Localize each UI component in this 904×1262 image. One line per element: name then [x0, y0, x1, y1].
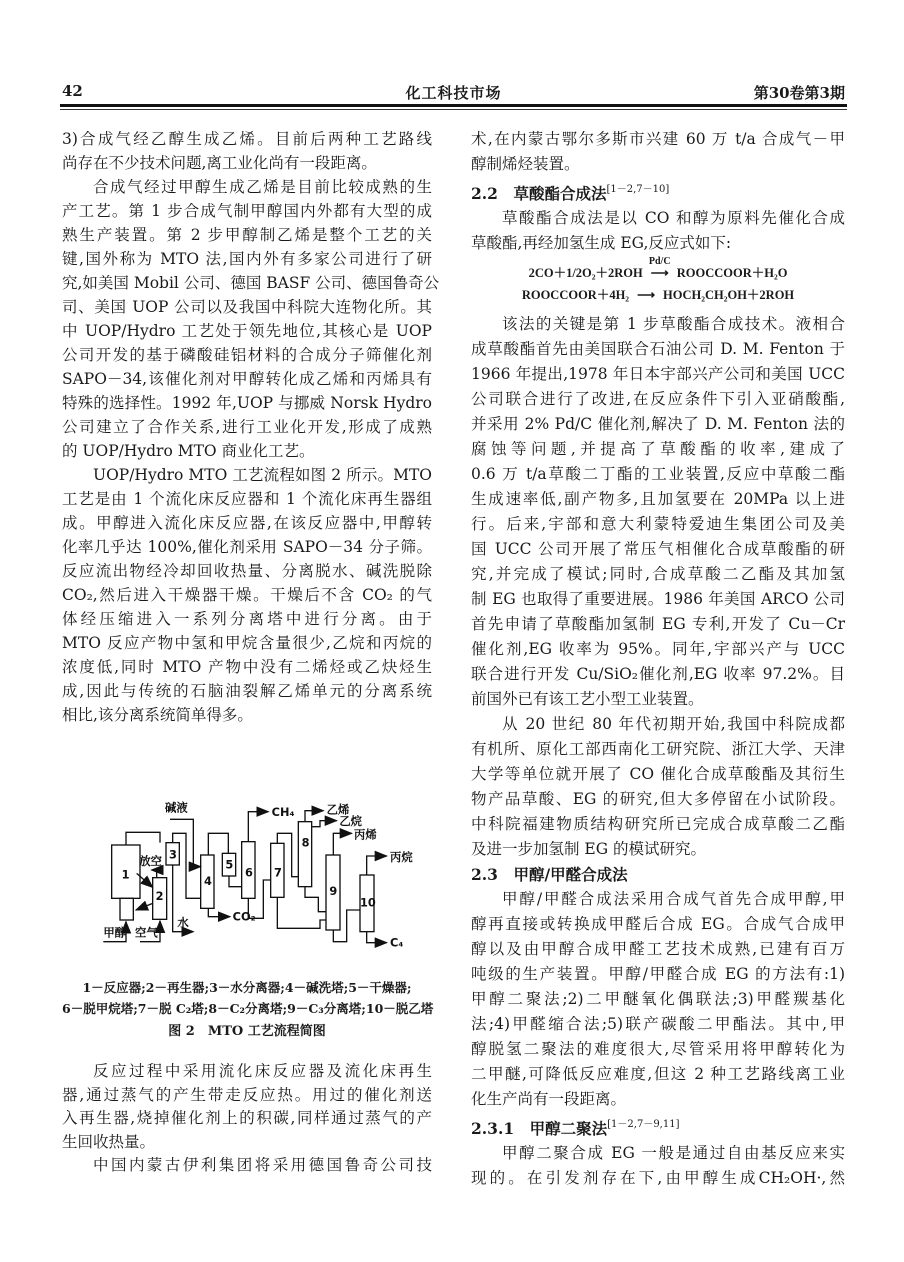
text-line: 公司建立了合作关系,进行工业化开发,形成了成熟: [62, 418, 432, 436]
text-line: 的 UOP/Hydro MTO 商业化工艺。: [62, 442, 315, 460]
header-rule-thin: [60, 109, 847, 110]
figure-legend-line: 1－反应器;2－再生器;3－水分离器;4－碱洗塔;5－干燥器;: [82, 980, 412, 995]
stream-label: 水: [177, 915, 189, 930]
catalyst-label: Pd/C: [648, 256, 671, 267]
text-line: 成草酸酯首先由美国联合石油公司 D. M. Fenton 于: [471, 340, 845, 358]
text-line: 成。甲醇进入流化床反应器,在该反应器中,甲醇转: [62, 514, 432, 532]
text-line: 吨级的生产装置。甲醇/甲醛合成 EG 的方法有:1): [471, 965, 845, 983]
text-line: 法;4)甲醛缩合法;5)联产碳酸二甲酯法。其中,甲: [471, 1015, 845, 1033]
text-line: 术,在内蒙古鄂尔多斯市兴建 60 万 t/a 合成气－甲: [471, 130, 845, 148]
paragraph: [471, 127, 845, 177]
section-heading: [471, 1112, 845, 1141]
stream-label: 乙烯: [326, 802, 350, 817]
stream-label: 丙烷: [390, 850, 413, 864]
text-line: 生成速率低,副产物多,且加氢要在 20MPa 以上进: [471, 490, 845, 508]
text-line: 醇脱氢二聚法的难度很大,尽管采用将甲醇转化为: [471, 1040, 845, 1058]
citation-reference: [1－2,7－9,11]: [607, 1119, 680, 1130]
text-line: 并采用 2% Pd/C 催化剂,解决了 D. M. Fenton 法的: [471, 415, 845, 433]
paragraph: [471, 206, 845, 256]
text-line: 制 EG 也取得了重要进展。1986 年美国 ARCO 公司: [471, 590, 845, 608]
text-line: 有机所、原化工部西南化工研究院、浙江大学、天津: [471, 740, 845, 758]
text-line: 产工艺。第 1 步合成气制甲醇国内外都有大型的成: [62, 202, 432, 220]
left-column: [62, 127, 440, 727]
issue-label: 第30卷第3期: [753, 84, 845, 102]
paragraph: [471, 712, 845, 862]
text-line: 及进一步加氢制 EG 的模试研究。: [471, 840, 707, 858]
text-line: 3)合成气经乙醇生成乙烯。目前后两种工艺路线: [62, 130, 432, 148]
unit-label: 7: [274, 865, 282, 880]
text-line: 键,国外称为 MTO 法,国内外有多家公司进行了研: [62, 250, 432, 268]
text-line: 0.6 万 t/a草酸二丁酯的工业装置,反应中草酸二酯: [471, 465, 845, 483]
chemical-equation: [471, 284, 845, 306]
stream-label: 空气: [135, 925, 158, 940]
text-line: 甲醇/甲醛合成法采用合成气首先合成甲醇,甲: [502, 890, 845, 908]
text-line: 现的。在引发剂存在下,由甲醇生成CH₂OH·,然: [471, 1169, 845, 1187]
text-line: MTO 反应产物中氢和甲烷含量很少,乙烷和丙烷的: [62, 634, 432, 652]
stream-label: 放空: [139, 854, 163, 868]
text-line: 中 UOP/Hydro 工艺处于领先地位,其核心是 UOP: [62, 322, 432, 340]
journal-title: 化工科技市场: [405, 84, 502, 102]
text-line: 醇制烯烃装置。: [471, 155, 580, 173]
text-line: 熟生产装置。第 2 步甲醇制乙烯是整个工艺的关: [62, 226, 432, 244]
unit-label: 5: [225, 857, 234, 872]
unit-label: 10: [360, 895, 376, 910]
paragraph: [62, 127, 432, 175]
text-line: 究,并完成了模试;同时,合成草酸二乙酯及其加氢: [471, 565, 845, 583]
text-line: 甲醇二聚法;2)二甲醚氧化偶联法;3)甲醛羰基化: [471, 990, 845, 1008]
paragraph: [62, 175, 440, 463]
stream-label: CH₄: [271, 805, 295, 819]
stream-label: 碱液: [165, 800, 188, 815]
unit-label: 3: [169, 847, 177, 862]
stream-label: 甲醇: [103, 925, 127, 940]
text-line: 浓度低,同时 MTO 产物中没有二烯烃或乙炔烃生: [62, 658, 432, 676]
text-line: 公司联合进行了改进,在反应条件下引入亚硝酸酯,: [471, 390, 845, 408]
paragraph: [471, 1141, 845, 1191]
unit-label: 6: [245, 865, 253, 880]
text-line: 醇再直接或转换成甲醛后合成 EG。合成气合成甲: [471, 915, 845, 933]
left-column-lower: [62, 1060, 432, 1178]
text-line: 司、美国 UOP 公司以及我国中科院大连物化所。其: [62, 298, 432, 316]
section-heading-text: 2.3.1 甲醇二聚法: [471, 1119, 608, 1138]
text-line: 入再生器,烧掉催化剂上的积碳,同样通过蒸气的产: [62, 1109, 432, 1127]
section-heading: [471, 862, 845, 887]
page-number: 42: [62, 82, 83, 100]
text-line: 大学等单位就开展了 CO 催化合成草酸酯及其衍生: [471, 765, 845, 783]
text-line: 草酸酯合成法是以 CO 和醇为原料先催化合成: [502, 209, 845, 227]
text-line: SAPO－34,该催化剂对甲醇转化成乙烯和丙烯具有: [62, 370, 432, 388]
unit-label: 8: [301, 835, 310, 850]
text-line: 中科院福建物质结构研究所已完成合成草酸二乙酯: [471, 815, 845, 833]
section-heading: [471, 177, 845, 206]
header-rule-thick: [60, 104, 847, 107]
text-line: 合成气经过甲醇生成乙烯是目前比较成熟的生: [93, 178, 432, 196]
unit-label: 4: [204, 874, 212, 888]
text-line: 化率几乎达 100%,催化剂采用 SAPO－34 分子筛。: [62, 538, 432, 556]
stream-label: C₄: [390, 935, 404, 950]
unit-label: 2: [155, 889, 164, 903]
unit-1-reactor-base: [120, 898, 133, 920]
text-line: 甲醇二聚合成 EG 一般是通过自由基反应来实: [502, 1144, 845, 1162]
text-line: 尚存在不少技术问题,离工业化尚有一段距离。: [62, 154, 377, 172]
text-line: 二甲醚,可降低反应难度,但这 2 种工艺路线离工业: [471, 1065, 845, 1083]
text-line: 公司开发的基于磷酸硅铝材料的合成分子筛催化剂: [62, 346, 432, 364]
equation-reactants: 2CO＋1/2O₂＋2ROH: [528, 266, 643, 280]
unit-label: 9: [329, 884, 338, 898]
text-line: 体经压缩进入一系列分离塔中进行分离。由于: [62, 610, 432, 628]
paragraph: [471, 887, 845, 1112]
text-line: 草酸酯,再经加氢生成 EG,反应式如下:: [471, 234, 732, 252]
text-line: 行。后来,宇部和意大利蒙特爱迪生集团公司及美: [471, 515, 845, 533]
text-line: 究,如美国 Mobil 公司、德国 BASF 公司、德国鲁奇公: [62, 274, 440, 292]
text-line: 特殊的选择性。1992 年,UOP 与挪威 Norsk Hydro: [62, 394, 432, 412]
text-line: 反应过程中采用流化床反应器及流化床再生: [93, 1062, 432, 1080]
text-line: 化生产尚有一段距离。: [471, 1090, 627, 1108]
paragraph: [62, 1060, 432, 1154]
text-line: 从 20 世纪 80 年代初期开始,我国中科院成都: [502, 715, 845, 733]
text-line: CO₂,然后进入干燥器干燥。干燥后不含 CO₂ 的气: [62, 586, 432, 604]
equation-products: HOCH₂CH₂OH＋2ROH: [663, 288, 795, 302]
equation-reactants: ROOCCOOR＋4H₂: [521, 288, 630, 302]
text-line: 醇以及由甲醇合成甲醛工艺技术成熟,已建有百万: [471, 940, 845, 958]
paragraph: [471, 312, 845, 712]
section-heading-text: 2.2 草酸酯合成法: [471, 184, 607, 203]
section-heading-text: 2.3 甲醇/甲醛合成法: [471, 865, 628, 884]
reaction-arrow: ⟶ Pd/C: [643, 262, 677, 284]
text-line: 成,因此与传统的石脑油裂解乙烯单元的分离系统: [62, 682, 432, 700]
right-column: [471, 127, 845, 1191]
text-line: 相比,该分离系统简单得多。: [62, 706, 253, 724]
text-line: 工艺是由 1 个流化床反应器和 1 个流化床再生器组: [62, 490, 432, 508]
stream-label: 丙烯: [354, 827, 377, 842]
text-line: 1966 年提出,1978 年日本宇部兴产公司和美国 UCC: [471, 365, 845, 383]
text-line: 反应流出物经冷却回收热量、分离脱水、碱洗脱除: [62, 562, 432, 580]
paragraph: [62, 1154, 432, 1178]
citation-reference: [1－2,7－10]: [606, 184, 670, 195]
text-line: 生回收热量。: [62, 1132, 156, 1151]
text-line: 该法的关键是第 1 步草酸酯合成技术。液相合: [502, 315, 845, 333]
text-line: 前国外已有该工艺小型工业装置。: [471, 690, 704, 708]
reaction-arrow: ⟶: [637, 288, 655, 302]
text-line: 物产品草酸、EG 的研究,但大多停留在小试阶段。: [471, 790, 845, 808]
text-line: 腐蚀等问题,并提高了草酸酯的收率,建成了: [471, 440, 845, 458]
unit-label: 1: [121, 867, 130, 882]
stream-label: 乙烷: [339, 814, 363, 828]
paragraph: [62, 463, 432, 727]
figure-title: 图 2 MTO 工艺流程简图: [168, 1024, 326, 1039]
text-line: 催化剂,EG 收率为 95%。同年,宇部兴产与 UCC: [471, 640, 845, 658]
text-line: 国 UCC 公司开展了常压气相催化合成草酸酯的研: [471, 540, 845, 558]
equation-products: ROOCCOOR＋H₂O: [676, 266, 788, 280]
text-line: 联合进行开发 Cu/SiO₂催化剂,EG 收率 97.2%。目: [471, 665, 845, 683]
text-line: 器,通过蒸气的产生带走反应热。用过的催化剂送: [62, 1085, 432, 1104]
text-line: 中国内蒙古伊利集团将采用德国鲁奇公司技: [93, 1156, 432, 1174]
text-line: UOP/Hydro MTO 工艺流程如图 2 所示。MTO: [93, 466, 432, 484]
figure-legend-line: 6－脱甲烷塔;7－脱 C₂塔;8－C₂分离塔;9－C₃分离塔;10－脱乙塔: [62, 1001, 434, 1016]
unit-8-c2-splitter: [298, 822, 311, 887]
running-header: [62, 82, 845, 104]
chemical-equation: [471, 256, 845, 284]
text-line: 首先申请了草酸酯加氢制 EG 专利,开发了 Cu－Cr: [471, 615, 845, 633]
stream-label: CO₂: [232, 909, 256, 924]
